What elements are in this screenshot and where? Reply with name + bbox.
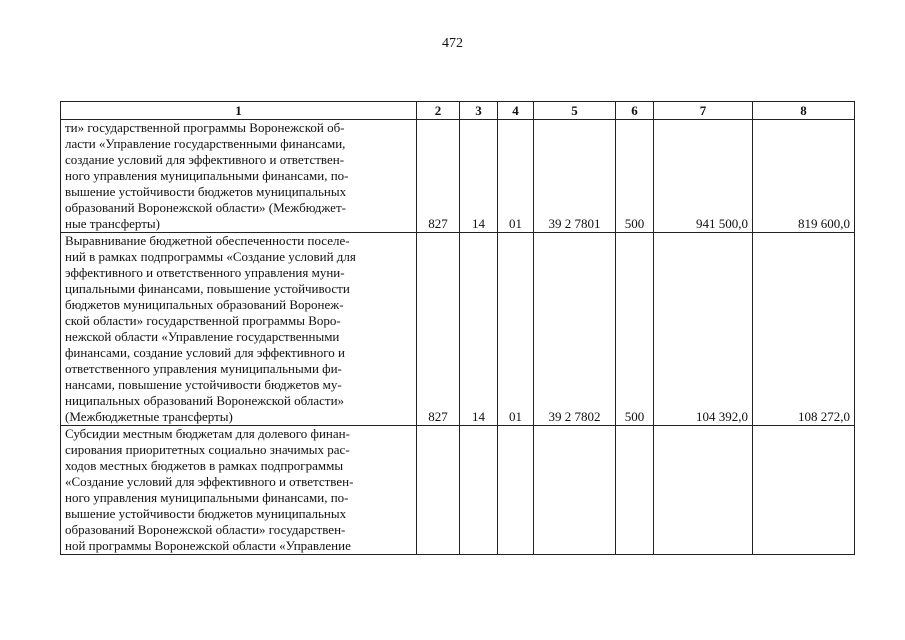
description-line: нежской области «Управление государственными xyxy=(65,329,340,344)
description-line: Субсидии местным бюджетам для долевого финан- xyxy=(65,426,350,441)
column-header: 7 xyxy=(654,102,753,120)
cell-amount-2 xyxy=(753,426,855,555)
cell-amount-2: 819 600,0 xyxy=(753,120,855,233)
description-line: создание условий для эффективного и ответствен- xyxy=(65,152,345,167)
cell-amount-1: 104 392,0 xyxy=(654,233,753,426)
description-line: бюджетов муниципальных образований Воронеж- xyxy=(65,297,344,312)
cell-amount-2: 108 272,0 xyxy=(753,233,855,426)
column-header: 5 xyxy=(534,102,616,120)
cell-subsection xyxy=(498,426,534,555)
description-line: вышение устойчивости бюджетов муниципальных xyxy=(65,506,347,521)
description-line: ного управления муниципальными финансами, по- xyxy=(65,168,349,183)
description-line: вышение устойчивости бюджетов муниципальных xyxy=(65,184,347,199)
column-header: 3 xyxy=(460,102,498,120)
description-line: нансами, повышение устойчивости бюджетов му- xyxy=(65,377,342,392)
description-line: ответственного управления муниципальными фи- xyxy=(65,361,342,376)
page-number: 472 xyxy=(442,36,463,51)
description-line: ципальными финансами, повышение устойчивости xyxy=(65,281,350,296)
description-line: ний в рамках подпрограммы «Создание условий для xyxy=(65,249,356,264)
description-line: Выравнивание бюджетной обеспеченности поселе- xyxy=(65,233,350,248)
column-header: 8 xyxy=(753,102,855,120)
row-description xyxy=(61,120,417,233)
row-description xyxy=(61,233,417,426)
cell-section: 14 xyxy=(460,233,498,426)
description-line: ные трансферты) xyxy=(65,216,160,231)
column-header: 2 xyxy=(417,102,460,120)
cell-target-article: 39 2 7801 xyxy=(534,120,616,233)
description-line: ниципальных образований Воронежской области» xyxy=(65,393,345,408)
description-line: сирования приоритетных социально значимых рас- xyxy=(65,442,350,457)
description-line: ходов местных бюджетов в рамках подпрограммы xyxy=(65,458,344,473)
budget-table xyxy=(60,101,855,555)
description-line: ной программы Воронежской области «Управление xyxy=(65,538,351,553)
description-line: ного управления муниципальными финансами, по- xyxy=(65,490,349,505)
table-header-row xyxy=(61,102,855,120)
cell-expense-type: 500 xyxy=(616,120,654,233)
cell-target-article xyxy=(534,426,616,555)
row-description xyxy=(61,426,417,555)
table-row xyxy=(61,233,855,426)
cell-amount-1 xyxy=(654,426,753,555)
description-line: эффективного и ответственного управления муни- xyxy=(65,265,345,280)
column-header: 6 xyxy=(616,102,654,120)
cell-ministry-code: 827 xyxy=(417,120,460,233)
description-line: ласти «Управление государственными финансами, xyxy=(65,136,346,151)
table-row xyxy=(61,120,855,233)
description-line: (Межбюджетные трансферты) xyxy=(65,409,233,424)
description-line: ской области» государственной программы Воро- xyxy=(65,313,341,328)
cell-expense-type xyxy=(616,426,654,555)
cell-section xyxy=(460,426,498,555)
cell-section: 14 xyxy=(460,120,498,233)
description-line: финансами, создание условий для эффективного и xyxy=(65,345,345,360)
description-line: «Создание условий для эффективного и ответствен- xyxy=(65,474,354,489)
description-line: ти» государственной программы Воронежской об- xyxy=(65,120,345,135)
cell-target-article: 39 2 7802 xyxy=(534,233,616,426)
column-header: 4 xyxy=(498,102,534,120)
table-row xyxy=(61,426,855,555)
description-line: образований Воронежской области» (Межбюджет- xyxy=(65,200,346,215)
cell-ministry-code xyxy=(417,426,460,555)
cell-amount-1: 941 500,0 xyxy=(654,120,753,233)
cell-ministry-code: 827 xyxy=(417,233,460,426)
cell-subsection: 01 xyxy=(498,120,534,233)
column-header: 1 xyxy=(61,102,417,120)
cell-subsection: 01 xyxy=(498,233,534,426)
cell-expense-type: 500 xyxy=(616,233,654,426)
description-line: образований Воронежской области» государствен- xyxy=(65,522,346,537)
